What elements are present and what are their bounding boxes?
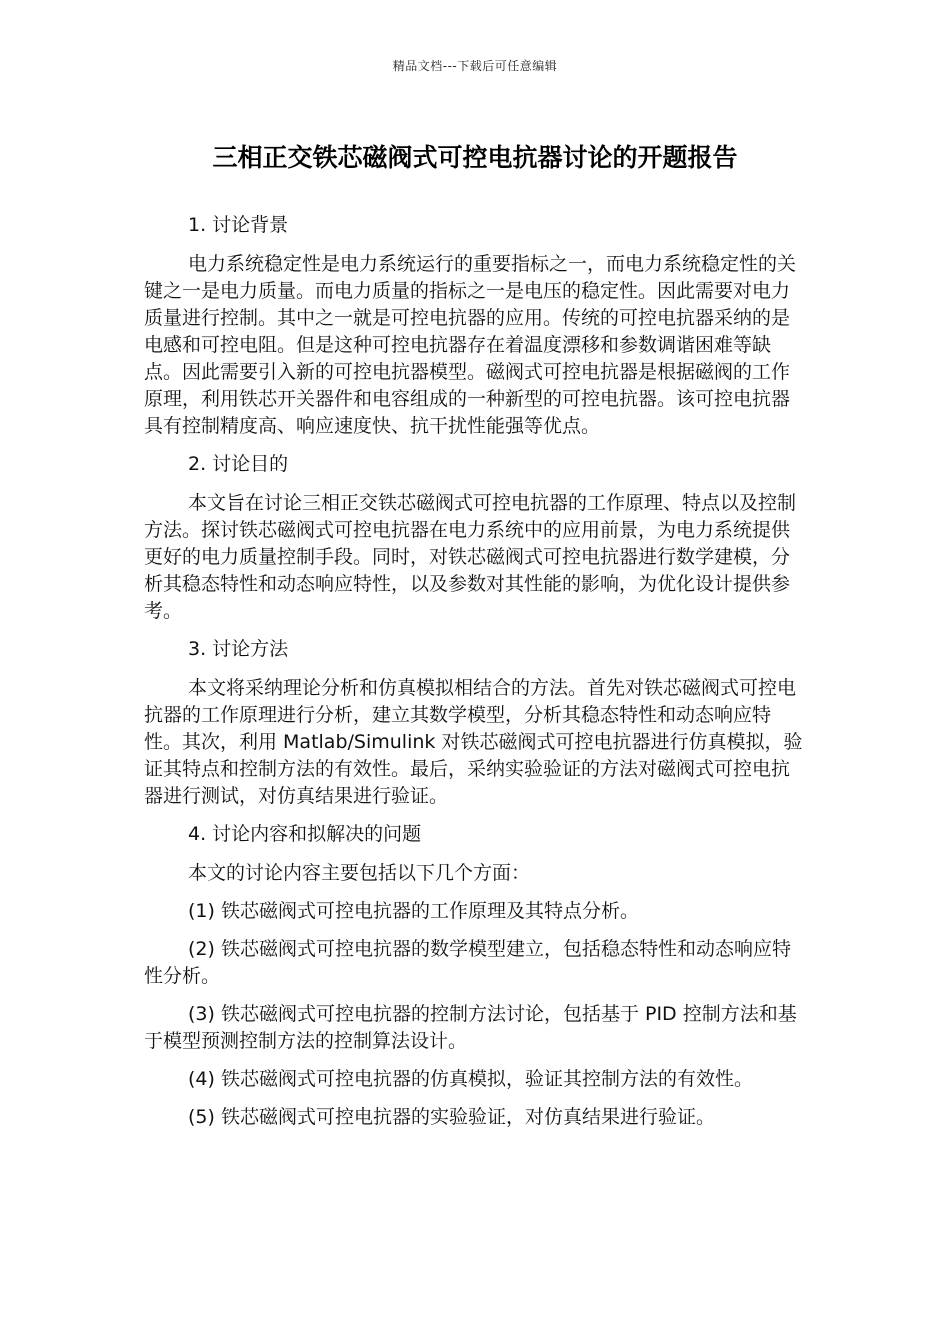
document-body (144, 212, 808, 1142)
section-heading-method: 3. 讨论方法 (188, 638, 289, 660)
list-item-2: (2) 铁芯磁阀式可控电抗器的数学模型建立，包括稳态特性和动态响应特性分析。 (144, 938, 791, 987)
document-title: 三相正交铁芯磁阀式可控电抗器讨论的开题报告 (212, 143, 738, 172)
header-note: 精品文档---下载后可任意编辑 (392, 59, 558, 73)
paragraph-content-intro: 本文的讨论内容主要包括以下几个方面： (188, 862, 531, 884)
list-item-1: (1) 铁芯磁阀式可控电抗器的工作原理及其特点分析。 (188, 900, 639, 922)
section-heading-background: 1. 讨论背景 (188, 214, 289, 236)
list-item-4: (4) 铁芯磁阀式可控电抗器的仿真模拟，验证其控制方法的有效性。 (188, 1068, 753, 1090)
list-item-3: (3) 铁芯磁阀式可控电抗器的控制方法讨论，包括基于 PID 控制方法和基于模型预测控制方法的控制算法设计。 (144, 1003, 797, 1052)
section-heading-purpose: 2. 讨论目的 (188, 453, 289, 475)
paragraph-method: 本文将采纳理论分析和仿真模拟相结合的方法。首先对铁芯磁阀式可控电抗器的工作原理进行分析，建立其数学模型，分析其稳态特性和动态响应特性。其次，利用 Matlab/Simulink 对铁芯磁阀式可控电抗器进行仿真模拟，验证其特点和控制方法的有效性。最后，采纳实验验证的方法对磁阀式可控电抗器进行测试，对仿真结果进行验证。 (144, 677, 803, 807)
paragraph-background: 电力系统稳定性是电力系统运行的重要指标之一，而电力系统稳定性的关键之一是电力质量。而电力质量的指标之一是电压的稳定性。因此需要对电力质量进行控制。其中之一就是可控电抗器的应用。传统的可控电抗器采纳的是电感和可控电阻。但是这种可控电抗器存在着温度漂移和参数调谐困难等缺点。因此需要引入新的可控电抗器模型。磁阀式可控电抗器是根据磁阀的工作原理，利用铁芯开关器件和电容组成的一种新型的可控电抗器。该可控电抗器具有控制精度高、响应速度快、抗干扰性能强等优点。 (144, 253, 797, 437)
section-heading-content: 4. 讨论内容和拟解决的问题 (188, 823, 422, 845)
list-item-5: (5) 铁芯磁阀式可控电抗器的实验验证，对仿真结果进行验证。 (188, 1106, 715, 1128)
paragraph-purpose: 本文旨在讨论三相正交铁芯磁阀式可控电抗器的工作原理、特点以及控制方法。探讨铁芯磁阀式可控电抗器在电力系统中的应用前景，为电力系统提供更好的电力质量控制手段。同时，对铁芯磁阀式可控电抗器进行数学建模，分析其稳态特性和动态响应特性，以及参数对其性能的影响，为优化设计提供参考。 (144, 492, 797, 622)
